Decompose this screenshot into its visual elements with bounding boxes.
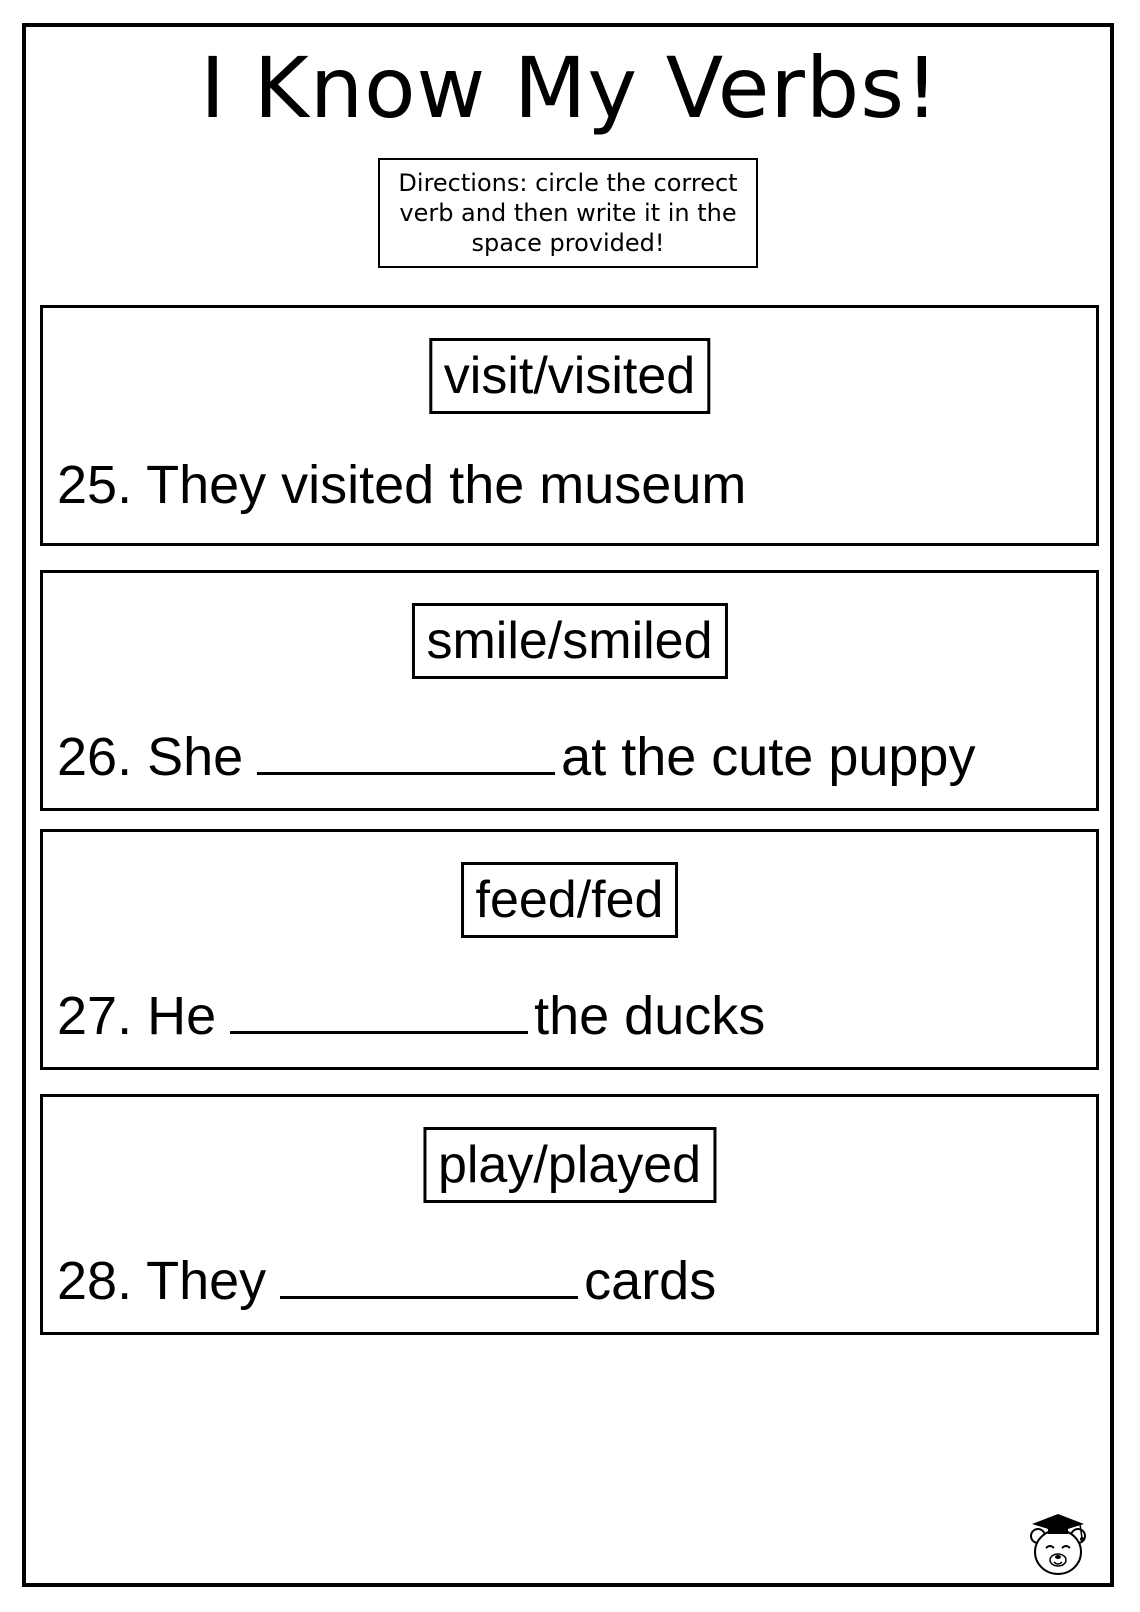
- sentence-start: 26. She: [57, 727, 244, 787]
- answer-blank[interactable]: [257, 718, 555, 775]
- graduate-bear-icon: [1024, 1510, 1092, 1578]
- directions-text: Directions: circle the correct verb and then write it in the space provided!: [398, 169, 738, 257]
- verb-choices[interactable]: play/played: [423, 1127, 716, 1203]
- verb-choices[interactable]: feed/fed: [461, 862, 679, 938]
- question-sentence: [57, 1242, 716, 1313]
- sentence-start: 28. They: [57, 1251, 267, 1311]
- question-sentence: [57, 718, 975, 789]
- sentence-end: cards: [584, 1251, 717, 1311]
- answer-blank[interactable]: [230, 977, 528, 1034]
- question-sentence: [57, 453, 746, 517]
- question-card: [40, 305, 1099, 546]
- question-card: [40, 570, 1099, 811]
- sentence-start: 27. He: [57, 986, 217, 1046]
- worksheet-title: I Know My Verbs!: [200, 39, 940, 137]
- verb-choices[interactable]: visit/visited: [429, 338, 710, 414]
- sentence-text: 25. They visited the museum: [57, 455, 747, 515]
- question-card: [40, 1094, 1099, 1335]
- directions-box: [378, 158, 758, 268]
- verb-choices[interactable]: smile/smiled: [411, 603, 727, 679]
- answer-blank[interactable]: [280, 1242, 578, 1299]
- sentence-end: the ducks: [534, 986, 766, 1046]
- sentence-end: at the cute puppy: [561, 727, 976, 787]
- question-card: [40, 829, 1099, 1070]
- question-sentence: [57, 977, 765, 1048]
